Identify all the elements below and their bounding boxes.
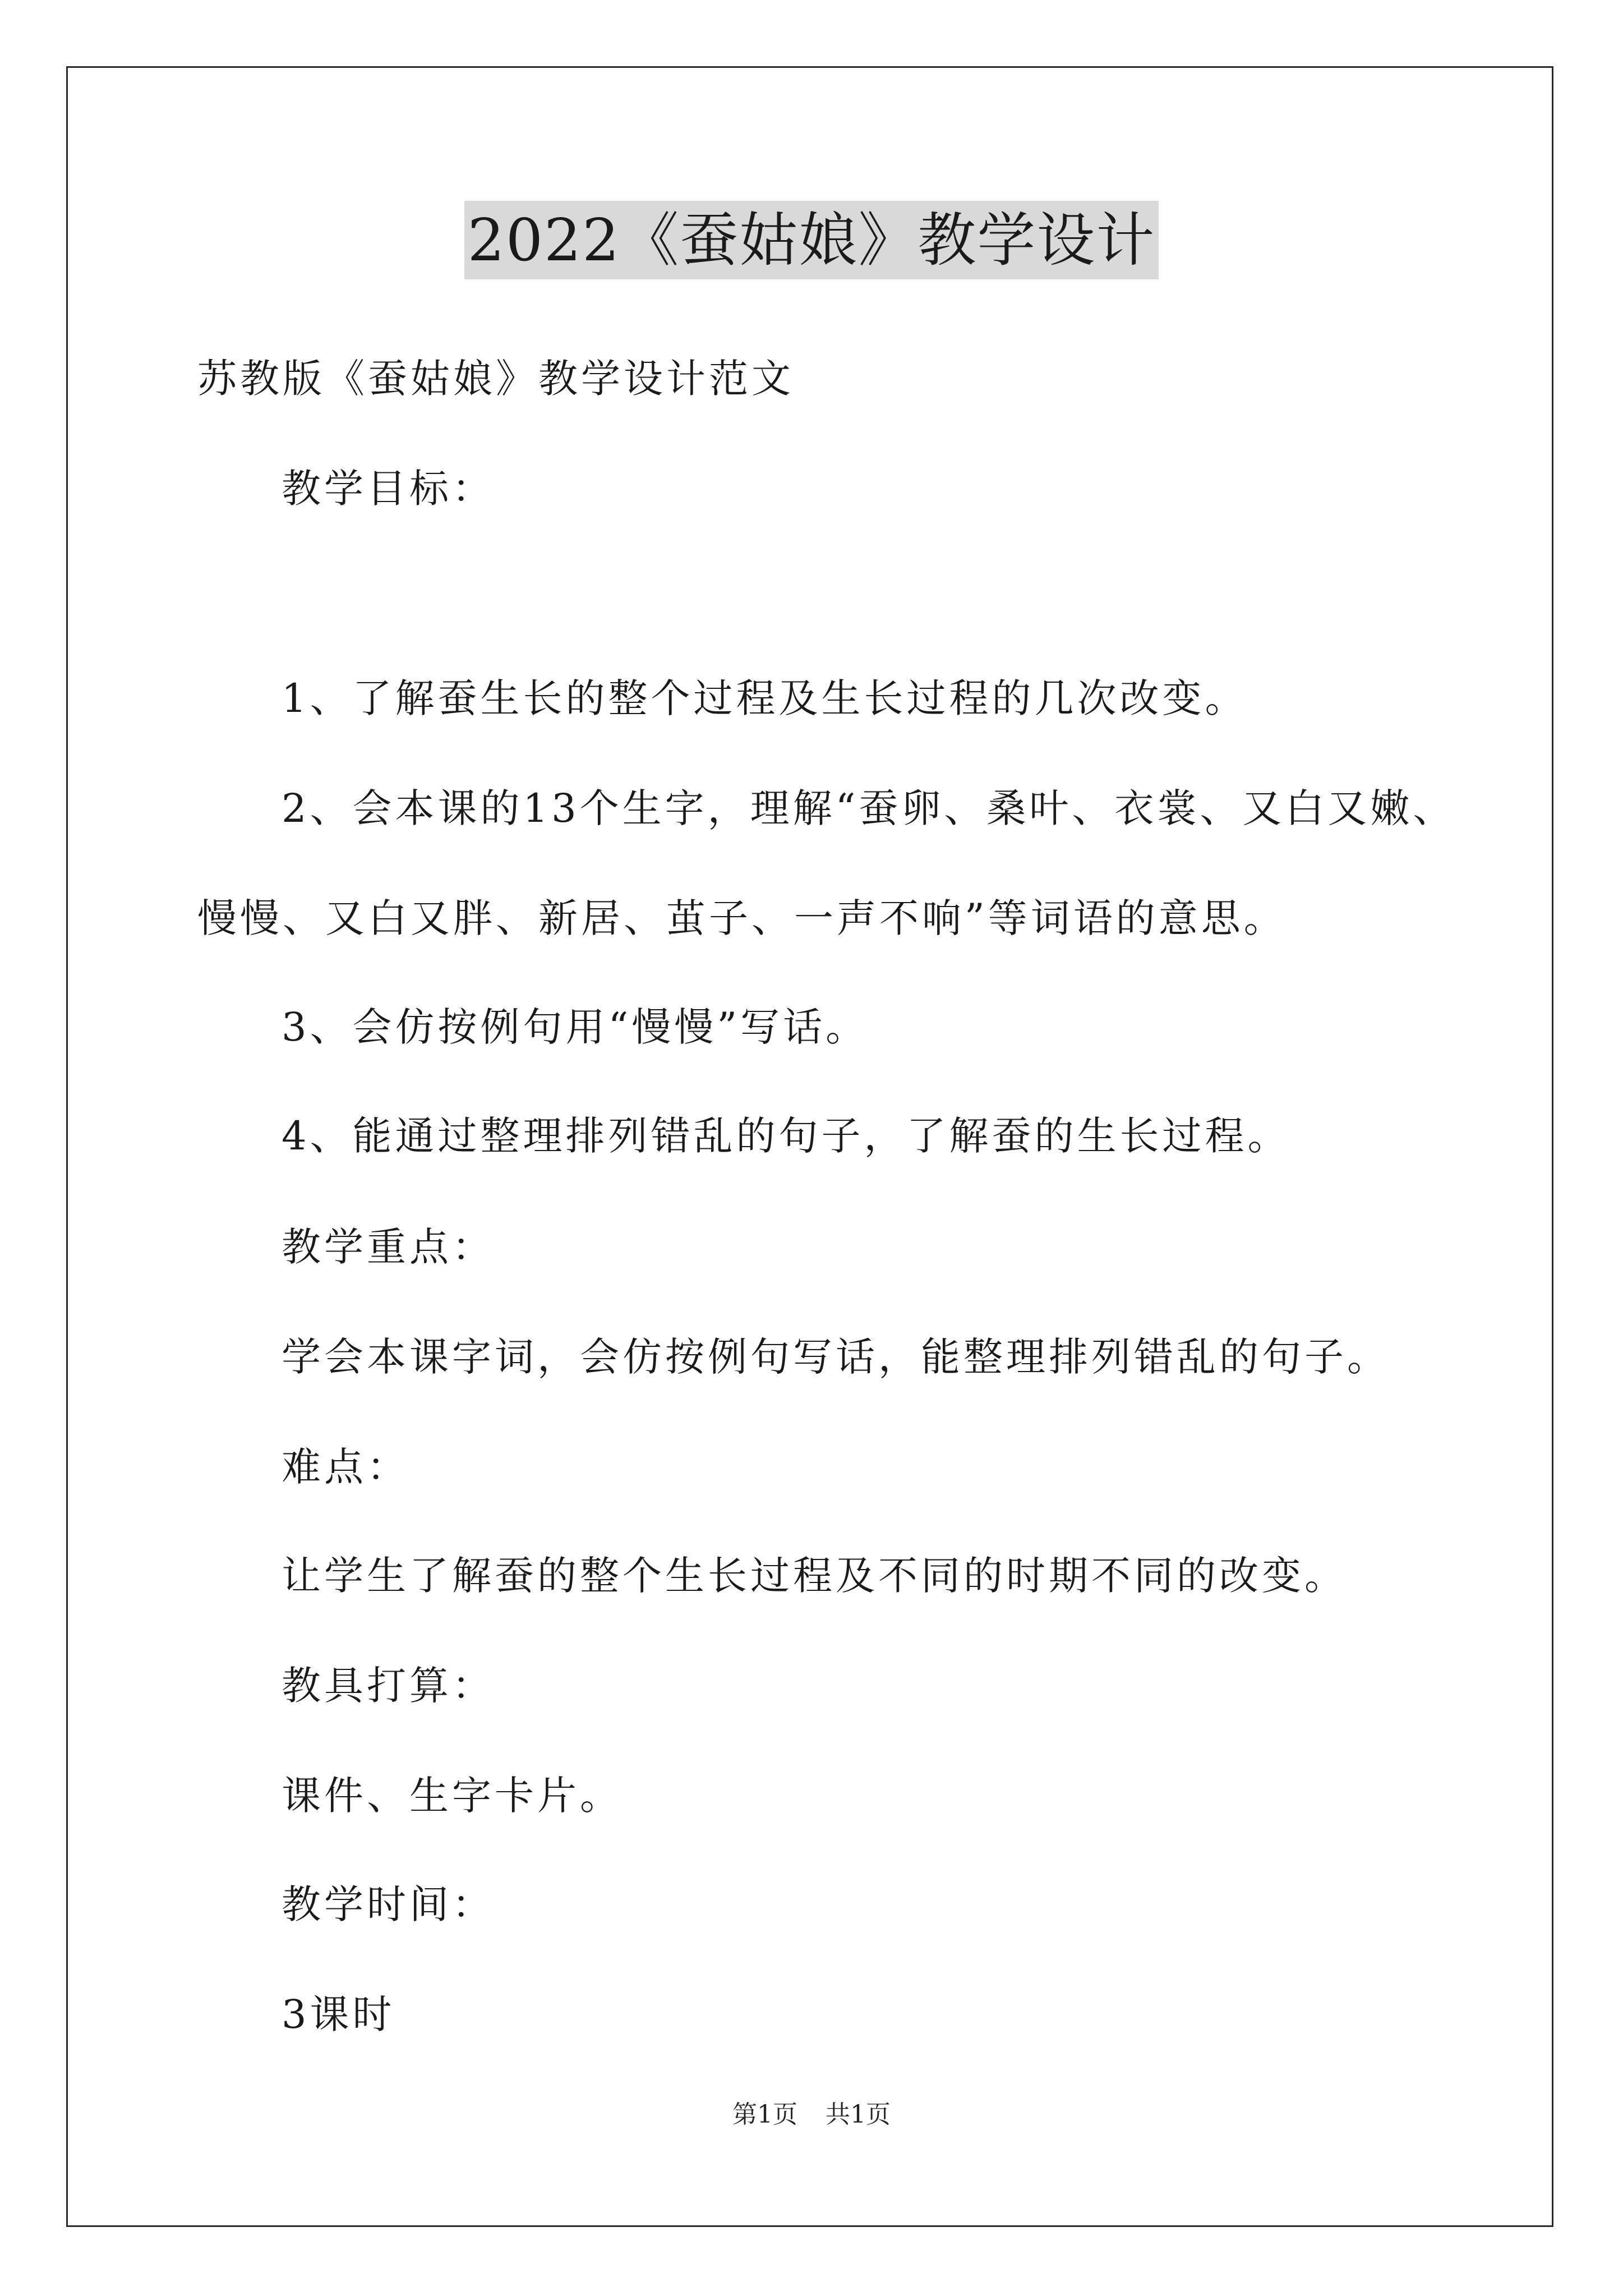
objective-item-4: 4、能通过整理排列错乱的句子，了解蚕的生长过程。 — [282, 1113, 1290, 1159]
key-points-text: 学会本课字词，会仿按例句写话，能整理排列错乱的句子。 — [282, 1334, 1390, 1380]
page-number-total: 共1页 — [826, 2100, 891, 2129]
difficulties-text: 让学生了解蚕的整个生长过程及不同的时期不同的改变。 — [282, 1553, 1347, 1599]
section-heading-objectives: 教学目标： — [282, 466, 495, 512]
section-heading-materials: 教具打算： — [282, 1663, 495, 1709]
document-subtitle: 苏教版《蚕姑娘》教学设计范文 — [197, 356, 794, 402]
objective-item-2: 2、会本课的13个生字，理解“蚕卵、桑叶、衣裳、又白又嫩、 — [282, 785, 1456, 831]
section-heading-key-points: 教学重点： — [282, 1224, 495, 1270]
objective-item-3: 3、会仿按例句用“慢慢”写话。 — [282, 1004, 869, 1050]
page-footer — [0, 2098, 1623, 2132]
section-heading-time: 教学时间： — [282, 1881, 495, 1927]
document-title: 2022《蚕姑娘》教学设计 — [464, 201, 1159, 279]
page-number-current: 第1页 — [732, 2100, 797, 2129]
time-text: 3课时 — [282, 1991, 395, 2037]
section-heading-difficulties: 难点： — [282, 1444, 409, 1490]
title-container — [0, 201, 1623, 279]
objective-item-1: 1、了解蚕生长的整个过程及生长过程的几次改变。 — [282, 675, 1248, 721]
materials-text: 课件、生字卡片。 — [282, 1773, 623, 1819]
objective-item-2-continued: 慢慢、又白又胖、新居、茧子、一声不响”等词语的意思。 — [197, 895, 1287, 941]
